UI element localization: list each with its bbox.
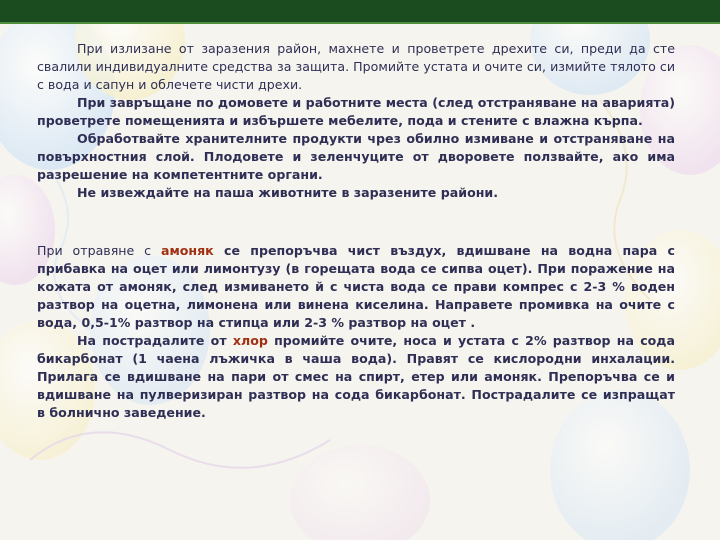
chlorine-paragraph xyxy=(37,332,675,422)
chlorine-text: промийте очите, носа и устата с 2% разтвор на сода бикарбонат (1 чаена лъжичка в чаша вода). Правят се кислородни инхалации. Прилага се вдишване на пари от смес на спирт, етер или амоняк. Препоръчва се и вдишване на пулверизиран разтвор на сода бикарбонат. Пострадалите се изпращат в болнично заведение. xyxy=(37,333,675,420)
paragraph-1: При излизане от заразения район, махнете и проветрете дрехите си, преди да сте свалили индивидуалните средства за защита. Промийте устата и очите си, измийте тялото си с вода и сапун и облечете чисти дрехи. xyxy=(37,41,675,92)
section-gap xyxy=(37,202,675,242)
document-body xyxy=(37,40,675,422)
paragraph-3: Обработвайте хранителните продукти чрез обилно измиване и отстраняване на повърхностния слой. Плодовете и зеленчуците от дворовете ползвайте, ако има разрешение на компетентните органи. xyxy=(37,131,675,182)
chlorine-highlight: хлор xyxy=(232,333,268,348)
ammonia-paragraph xyxy=(37,242,675,332)
paragraph-4: Не извеждайте на паша животните в заразените райони. xyxy=(77,185,499,200)
ammonia-highlight: амоняк xyxy=(160,243,214,258)
chlorine-intro: На пострадалите от xyxy=(77,333,233,348)
ammonia-intro: При отравяне с xyxy=(37,243,161,258)
ammonia-text: се препоръчва чист въздух, вдишване на водна пара с прибавка на оцет или лимонтузу (в горещата вода се сипва оцет). При поражение на кожата от амоняк, след измиването й с чиста вода се прави компрес с 2-3 % воден разтвор на оцетна, лимонена или винена киселина. Направете промивка на очите с вода, 0,5-1% разтвор на стипца или 2-3 % разтвор на оцет . xyxy=(37,243,675,330)
paragraph-2: При завръщане по домовете и работните места (след отстраняване на аварията) проветрете помещенията и избършете мебелите, пода и стените с влажна кърпа. xyxy=(37,95,675,128)
